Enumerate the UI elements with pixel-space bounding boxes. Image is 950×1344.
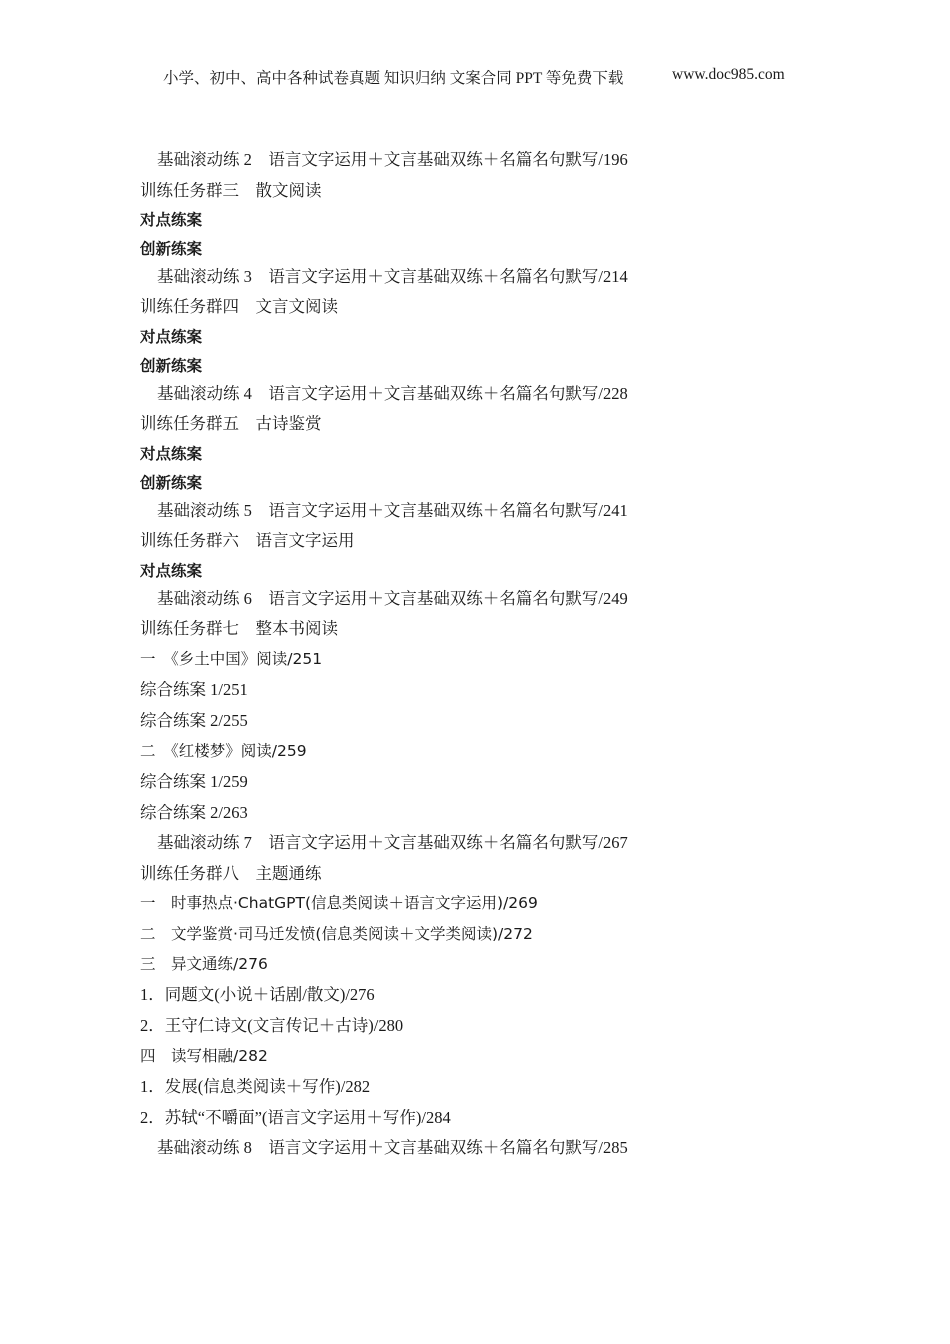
toc-entry: 二 《红楼梦》阅读/259 bbox=[140, 742, 307, 760]
page-header bbox=[0, 66, 950, 92]
toc-entry-review: 基础滚动练 4 语言文字运用＋文言基础双练＋名篇名句默写/228 bbox=[157, 384, 628, 403]
toc-entry: 一 时事热点·ChatGPT(信息类阅读＋语言文字运用)/269 bbox=[140, 894, 538, 912]
toc-entry: 训练任务群三 散文阅读 bbox=[140, 181, 322, 200]
toc-entry-review: 基础滚动练 3 语言文字运用＋文言基础双练＋名篇名句默写/214 bbox=[157, 267, 628, 286]
toc-entry: 2．苏轼“不嚼面”(语言文字运用＋写作)/284 bbox=[140, 1108, 451, 1127]
toc-entry-review: 基础滚动练 2 语言文字运用＋文言基础双练＋名篇名句默写/196 bbox=[157, 150, 628, 169]
header-url: www.doc985.com bbox=[672, 66, 785, 83]
toc-entry-review: 基础滚动练 6 语言文字运用＋文言基础双练＋名篇名句默写/249 bbox=[157, 589, 628, 608]
toc-entry-review: 基础滚动练 8 语言文字运用＋文言基础双练＋名篇名句默写/285 bbox=[157, 1138, 628, 1157]
toc-entry-review: 基础滚动练 7 语言文字运用＋文言基础双练＋名篇名句默写/267 bbox=[157, 833, 628, 852]
toc-subheading: 对点练案 bbox=[140, 445, 203, 463]
toc-subheading: 创新练案 bbox=[140, 240, 203, 258]
header-text: 小学、初中、高中各种试卷真题 知识归纳 文案合同 PPT 等免费下载 bbox=[163, 70, 624, 87]
toc-subheading: 对点练案 bbox=[140, 211, 203, 229]
toc-entry: 综合练案 1/259 bbox=[140, 772, 248, 791]
toc-entry: 二 文学鉴赏·司马迁发愤(信息类阅读＋文学类阅读)/272 bbox=[140, 925, 533, 943]
toc-subheading: 对点练案 bbox=[140, 562, 203, 580]
toc-entry: 1．发展(信息类阅读＋写作)/282 bbox=[140, 1077, 371, 1096]
toc-entry-review: 基础滚动练 5 语言文字运用＋文言基础双练＋名篇名句默写/241 bbox=[157, 501, 628, 520]
toc-subheading: 创新练案 bbox=[140, 474, 203, 492]
toc-subheading: 对点练案 bbox=[140, 328, 203, 346]
toc-entry: 训练任务群八 主题通练 bbox=[140, 864, 322, 883]
toc-entry: 训练任务群六 语言文字运用 bbox=[140, 531, 355, 550]
toc-entry: 1．同题文(小说＋话剧/散文)/276 bbox=[140, 985, 375, 1004]
toc-entry: 2．王守仁诗文(文言传记＋古诗)/280 bbox=[140, 1016, 404, 1035]
toc-entry: 训练任务群五 古诗鉴赏 bbox=[140, 414, 322, 433]
toc-entry: 四 读写相融/282 bbox=[140, 1047, 268, 1065]
toc-entry: 一 《乡土中国》阅读/251 bbox=[140, 650, 323, 668]
toc-entry: 训练任务群四 文言文阅读 bbox=[140, 297, 338, 316]
toc-entry: 训练任务群七 整本书阅读 bbox=[140, 619, 338, 638]
toc-entry: 综合练案 2/263 bbox=[140, 803, 248, 822]
toc-subheading: 创新练案 bbox=[140, 357, 203, 375]
toc-entry: 综合练案 1/251 bbox=[140, 680, 248, 699]
toc-entry: 综合练案 2/255 bbox=[140, 711, 248, 730]
toc-entry: 三 异文通练/276 bbox=[140, 955, 268, 973]
